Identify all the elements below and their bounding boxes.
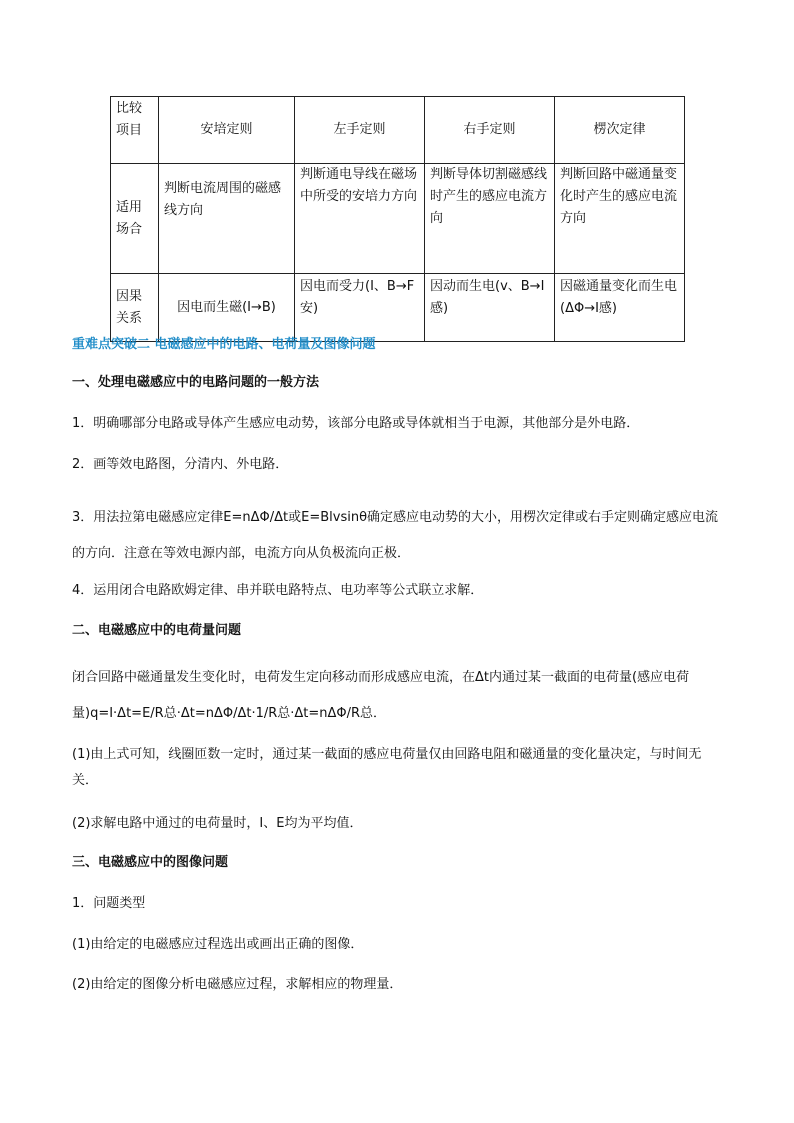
table-cell: 因磁通量变化而生电(ΔΦ→I感) — [555, 274, 685, 342]
section-title-1: 一、处理电磁感应中的电路问题的一般方法 — [72, 375, 320, 390]
header-cell: 安培定则 — [159, 97, 295, 164]
table-cell: 判断导体切割磁感线时产生的感应电流方向 — [425, 164, 555, 274]
table-row — [111, 164, 685, 274]
section-heading-blue: 重难点突破二 电磁感应中的电路、电荷量及图像问题 — [72, 337, 376, 352]
table-cell: 因电而生磁(I→B) — [159, 274, 295, 342]
table-cell: 因动而生电(v、B→I感) — [425, 274, 555, 342]
paragraph: 1．明确哪部分电路或导体产生感应电动势，该部分电路或导体就相当于电源，其他部分是外电路． — [72, 416, 640, 431]
paragraph: (2)由给定的图像分析电磁感应过程，求解相应的物理量． — [72, 977, 403, 992]
table-cell: 判断电流周围的磁感线方向 — [159, 164, 295, 274]
paragraph: (1)由上式可知，线圈匝数一定时，通过某一截面的感应电荷量仅由回路电阻和磁通量的变化量决定，与时间无关． — [72, 747, 702, 788]
section-title-2: 二、电磁感应中的电荷量问题 — [72, 623, 242, 638]
paragraph: 闭合回路中磁通量发生变化时，电荷发生定向移动而形成感应电流，在Δt内通过某一截面的电荷量(感应电荷量)q=I·Δt=E/R总·Δt=nΔΦ/Δt·1/R总·Δt=nΔΦ/R总． — [72, 670, 690, 721]
header-cell: 比较项目 — [111, 97, 159, 164]
row-label: 适用场合 — [111, 164, 159, 274]
table-header-row — [111, 97, 685, 164]
row-label: 因果关系 — [111, 274, 159, 342]
section-title-3: 三、电磁感应中的图像问题 — [72, 855, 229, 870]
comparison-table — [110, 96, 685, 342]
table-cell: 因电而受力(I、B→F安) — [295, 274, 425, 342]
header-cell: 左手定则 — [295, 97, 425, 164]
paragraph: 1．问题类型 — [72, 896, 146, 911]
paragraph: 3．用法拉第电磁感应定律E=nΔΦ/Δt或E=Blvsinθ确定感应电动势的大小，用楞次定律或右手定则确定感应电流的方向．注意在等效电源内部，电流方向从负极流向正极． — [72, 510, 719, 561]
paragraph: 2．画等效电路图，分清内、外电路． — [72, 457, 289, 472]
header-cell: 楞次定律 — [555, 97, 685, 164]
header-cell: 右手定则 — [425, 97, 555, 164]
table-cell: 判断回路中磁通量变化时产生的感应电流方向 — [555, 164, 685, 274]
paragraph: 4．运用闭合电路欧姆定律、串并联电路特点、电功率等公式联立求解． — [72, 583, 484, 598]
paragraph: (2)求解电路中通过的电荷量时，I、E均为平均值． — [72, 816, 363, 831]
table-cell: 判断通电导线在磁场中所受的安培力方向 — [295, 164, 425, 274]
paragraph: (1)由给定的电磁感应过程选出或画出正确的图像． — [72, 937, 364, 952]
